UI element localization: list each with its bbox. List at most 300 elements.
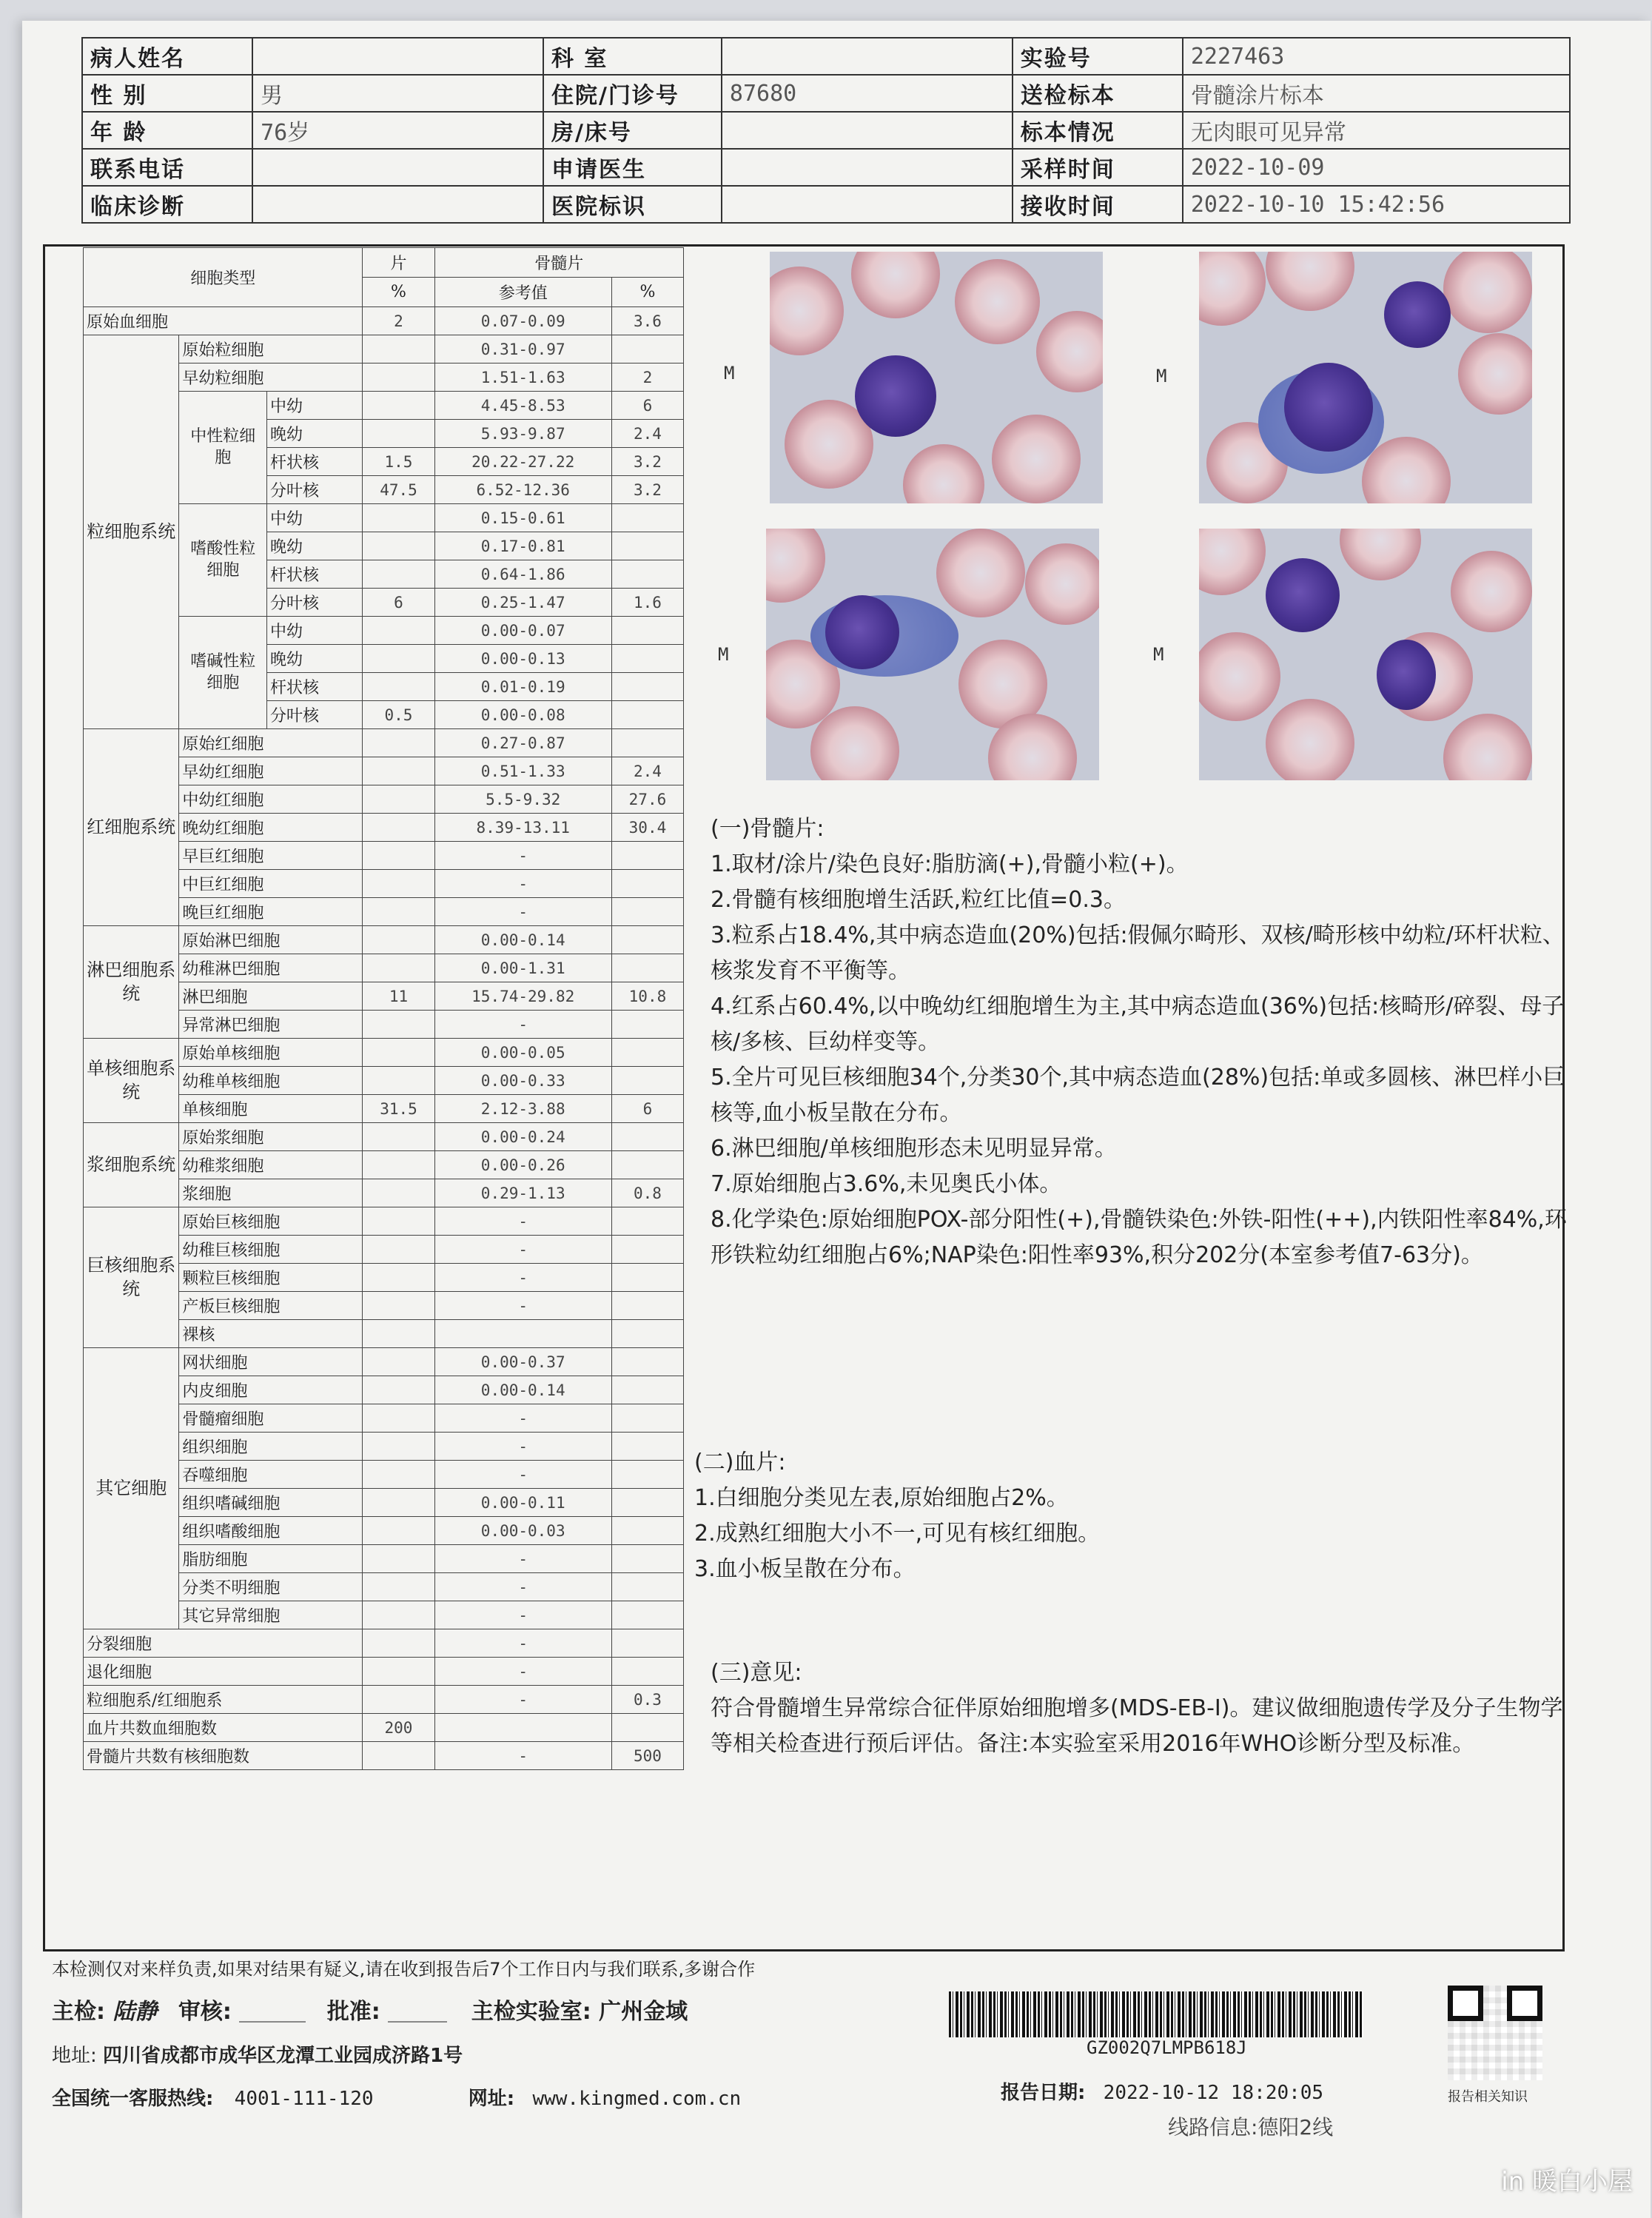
- table-head-type: 细胞类型: [84, 248, 363, 307]
- cell-count-table: [83, 247, 684, 1770]
- cell-marrow-value: [611, 1433, 683, 1461]
- cell-marrow-value: [611, 842, 683, 870]
- cell-type-name: 原始血细胞: [84, 307, 363, 335]
- cell-blood-value: [363, 532, 434, 560]
- cell-group: 淋巴细胞系统: [84, 926, 179, 1039]
- report-date-value: 2022-10-12 18:20:05: [1103, 2082, 1324, 2104]
- cell-marrow-value: [611, 1461, 683, 1489]
- marrow-title: (一)骨髓片:: [711, 816, 825, 842]
- cell-group: 粒细胞系统: [84, 335, 179, 729]
- cell-blood-value: 6: [363, 589, 434, 617]
- cell-subgroup: 嗜酸性粒细胞: [179, 504, 267, 617]
- header-value: 2022-10-10 15:42:56: [1183, 186, 1570, 223]
- cell-ref-value: [434, 1320, 611, 1348]
- cell-type-name: 组织细胞: [179, 1433, 363, 1461]
- cell-marrow-value: [611, 1714, 683, 1742]
- micrograph-2: [1199, 252, 1532, 503]
- cell-marrow-value: 27.6: [611, 785, 683, 814]
- cell-blood-value: [363, 617, 434, 645]
- cell-marrow-value: 6: [611, 392, 683, 420]
- cell-type-name: 中幼: [267, 392, 363, 420]
- qr-code: [1448, 1986, 1542, 2080]
- header-label: 住院/门诊号: [543, 75, 722, 112]
- cell-ref-value: -: [434, 1292, 611, 1320]
- cell-type-name: 晚幼: [267, 420, 363, 448]
- cell-type-name: 淋巴细胞: [179, 982, 363, 1011]
- cell-marrow-value: 0.3: [611, 1686, 683, 1714]
- cell-ref-value: -: [434, 1404, 611, 1433]
- header-row: [82, 186, 1570, 223]
- header-value: 骨髓涂片标本: [1183, 75, 1570, 112]
- cell-ref-value: 5.5-9.32: [434, 785, 611, 814]
- cell-marrow-value: [611, 1067, 683, 1095]
- cell-type-name: 分叶核: [267, 476, 363, 504]
- cell-marrow-value: [611, 1264, 683, 1292]
- header-value: [722, 149, 1013, 186]
- cell-ref-value: 0.00-0.08: [434, 701, 611, 729]
- cell-marrow-value: [611, 926, 683, 954]
- cell-marrow-value: [611, 1207, 683, 1236]
- cell-ref-value: 0.00-0.05: [434, 1039, 611, 1067]
- cell-ref-value: 0.51-1.33: [434, 757, 611, 785]
- cell-ref-value: 0.00-0.07: [434, 617, 611, 645]
- cell-blood-value: [363, 1573, 434, 1601]
- cell-marrow-value: [611, 645, 683, 673]
- micrograph-3: [766, 529, 1099, 780]
- cell-type-name: 网状细胞: [179, 1348, 363, 1376]
- cell-subgroup: 中性粒细胞: [179, 392, 267, 504]
- cell-marrow-value: 500: [611, 1742, 683, 1770]
- qr-caption: 报告相关知识: [1448, 2089, 1528, 2105]
- cell-blood-value: [363, 1404, 434, 1433]
- cell-ref-value: -: [434, 1658, 611, 1686]
- address-label: 地址:: [52, 2045, 97, 2067]
- cell-type-name: 退化细胞: [84, 1658, 363, 1686]
- cell-blood-value: [363, 1658, 434, 1686]
- cell-marrow-value: [611, 1236, 683, 1264]
- cell-ref-value: -: [434, 898, 611, 926]
- disclaimer: 本检测仅对来样负责,如果对结果有疑义,请在收到报告后7个工作日内与我们联系,多谢合作: [52, 1959, 756, 1980]
- blood-findings: [694, 1445, 1553, 1587]
- cell-blood-value: [363, 1545, 434, 1573]
- cell-type-name: 产板巨核细胞: [179, 1292, 363, 1320]
- header-value: 76岁: [252, 112, 543, 149]
- approve-label: 批准:: [326, 1999, 380, 2025]
- cell-blood-value: [363, 1067, 434, 1095]
- header-value: [722, 38, 1013, 75]
- cell-type-name: 杆状核: [267, 560, 363, 589]
- patient-header: [81, 37, 1571, 224]
- cell-marrow-value: [611, 870, 683, 898]
- cell-blood-value: [363, 420, 434, 448]
- header-row: [82, 75, 1570, 112]
- cell-ref-value: -: [434, 870, 611, 898]
- cell-ref-value: -: [434, 842, 611, 870]
- cell-blood-value: [363, 842, 434, 870]
- lab-value: 广州金域: [599, 1999, 688, 2025]
- cell-type-name: 异常淋巴细胞: [179, 1011, 363, 1039]
- cell-marrow-value: 10.8: [611, 982, 683, 1011]
- barcode-text: GZ002Q7LMPB618J: [1087, 2037, 1247, 2058]
- cell-marrow-value: [611, 1039, 683, 1067]
- cell-blood-value: 1.5: [363, 448, 434, 476]
- cell-blood-value: [363, 870, 434, 898]
- header-value: [722, 112, 1013, 149]
- finding-item: 2.骨髓有核细胞增生活跃,粒红比值=0.3。: [711, 887, 1126, 913]
- header-row: [82, 149, 1570, 186]
- cell-ref-value: 0.27-0.87: [434, 729, 611, 757]
- cell-blood-value: [363, 335, 434, 363]
- cell-type-name: 早巨红细胞: [179, 842, 363, 870]
- cell-type-name: 晚幼: [267, 645, 363, 673]
- cell-subgroup: 嗜碱性粒细胞: [179, 617, 267, 729]
- finding-item: 3.血小板呈散在分布。: [694, 1556, 916, 1582]
- table-row: [84, 926, 684, 954]
- cell-group: 巨核细胞系统: [84, 1207, 179, 1348]
- header-label: 房/床号: [543, 112, 722, 149]
- header-label: 医院标识: [543, 186, 722, 223]
- micrograph-4: [1199, 529, 1532, 780]
- cell-marrow-value: [611, 1545, 683, 1573]
- cell-blood-value: [363, 1601, 434, 1629]
- cell-ref-value: 0.00-0.14: [434, 1376, 611, 1404]
- cell-ref-value: 2.12-3.88: [434, 1095, 611, 1123]
- header-label: 实验号: [1013, 38, 1183, 75]
- cell-marrow-value: [611, 335, 683, 363]
- cell-ref-value: 6.52-12.36: [434, 476, 611, 504]
- cell-blood-value: [363, 785, 434, 814]
- cell-blood-value: [363, 1179, 434, 1207]
- cell-ref-value: -: [434, 1207, 611, 1236]
- table-row: [84, 1123, 684, 1151]
- cell-ref-value: -: [434, 1629, 611, 1658]
- review-signature: [239, 2003, 306, 2023]
- report-date-label: 报告日期:: [1001, 2082, 1086, 2104]
- chief-signature: 陆静: [113, 1999, 158, 2025]
- cell-type-name: 原始红细胞: [179, 729, 363, 757]
- cell-ref-value: -: [434, 1686, 611, 1714]
- cell-marrow-value: 2.4: [611, 420, 683, 448]
- cell-type-name: 晚巨红细胞: [179, 898, 363, 926]
- cell-type-name: 原始浆细胞: [179, 1123, 363, 1151]
- cell-marrow-value: [611, 560, 683, 589]
- cell-marrow-value: [611, 954, 683, 982]
- cell-type-name: 血片共数血细胞数: [84, 1714, 363, 1742]
- cell-ref-value: 0.64-1.86: [434, 560, 611, 589]
- cell-marrow-value: 3.6: [611, 307, 683, 335]
- cell-marrow-value: 2.4: [611, 757, 683, 785]
- header-label: 送检标本: [1013, 75, 1183, 112]
- cell-type-name: 骨髓瘤细胞: [179, 1404, 363, 1433]
- cell-blood-value: [363, 392, 434, 420]
- finding-item: 4.红系占60.4%,以中晚幼红细胞增生为主,其中病态造血(36%)包括:核畸形/碎裂、母子核/多核、巨幼样变等。: [711, 994, 1565, 1055]
- cell-blood-value: 47.5: [363, 476, 434, 504]
- table-row: [84, 1207, 684, 1236]
- cell-marrow-value: [611, 1011, 683, 1039]
- cell-type-name: 浆细胞: [179, 1179, 363, 1207]
- hotline-row: [52, 2083, 741, 2111]
- cell-marrow-value: 1.6: [611, 589, 683, 617]
- cell-ref-value: 0.00-0.03: [434, 1517, 611, 1545]
- cell-blood-value: [363, 645, 434, 673]
- cell-type-name: 幼稚浆细胞: [179, 1151, 363, 1179]
- cell-marrow-value: 3.2: [611, 448, 683, 476]
- cell-type-name: 吞噬细胞: [179, 1461, 363, 1489]
- cell-blood-value: [363, 1376, 434, 1404]
- table-row: [84, 1686, 684, 1714]
- cell-blood-value: [363, 560, 434, 589]
- lab-label: 主检实验室:: [471, 1999, 591, 2025]
- cell-ref-value: 0.00-1.31: [434, 954, 611, 982]
- chief-label: 主检:: [52, 1999, 105, 2025]
- table-row: [84, 1348, 684, 1376]
- header-value: [252, 186, 543, 223]
- table-row: [84, 335, 684, 363]
- cell-blood-value: 200: [363, 1714, 434, 1742]
- cell-blood-value: 11: [363, 982, 434, 1011]
- cell-ref-value: 0.00-0.37: [434, 1348, 611, 1376]
- cell-type-name: 内皮细胞: [179, 1376, 363, 1404]
- cell-marrow-value: [611, 1517, 683, 1545]
- approve-signature: [388, 2003, 447, 2023]
- cell-blood-value: [363, 1742, 434, 1770]
- marrow-findings: [711, 811, 1569, 1273]
- cell-type-name: 组织嗜碱细胞: [179, 1489, 363, 1517]
- cell-blood-value: [363, 1039, 434, 1067]
- cell-ref-value: -: [434, 1461, 611, 1489]
- finding-item: 6.淋巴细胞/单核细胞形态未见明显异常。: [711, 1136, 1117, 1162]
- finding-item: 7.原始细胞占3.6%,未见奥氏小体。: [711, 1171, 1062, 1197]
- cell-type-name: 分叶核: [267, 701, 363, 729]
- cell-blood-value: [363, 504, 434, 532]
- cell-ref-value: 0.00-0.26: [434, 1151, 611, 1179]
- cell-ref-value: 0.15-0.61: [434, 504, 611, 532]
- cell-blood-value: 2: [363, 307, 434, 335]
- micrograph-label: M: [1156, 366, 1167, 386]
- cell-ref-value: -: [434, 1545, 611, 1573]
- cell-type-name: 其它异常细胞: [179, 1601, 363, 1629]
- cell-marrow-value: 6: [611, 1095, 683, 1123]
- cell-blood-value: [363, 1123, 434, 1151]
- cell-type-name: 中幼红细胞: [179, 785, 363, 814]
- cell-type-name: 晚幼红细胞: [179, 814, 363, 842]
- cell-marrow-value: [611, 1292, 683, 1320]
- cell-marrow-value: [611, 1123, 683, 1151]
- cell-ref-value: 1.51-1.63: [434, 363, 611, 392]
- address-value: 四川省成都市成华区龙潭工业园成济路1号: [103, 2045, 463, 2067]
- cell-group: 浆细胞系统: [84, 1123, 179, 1207]
- header-label: 标本情况: [1013, 112, 1183, 149]
- cell-ref-value: -: [434, 1601, 611, 1629]
- cell-blood-value: [363, 1517, 434, 1545]
- signatures-row: [52, 1993, 688, 2026]
- finding-item: 5.全片可见巨核细胞34个,分类30个,其中病态造血(28%)包括:单或多圆核、淋巴样小巨核等,血小板呈散在分布。: [711, 1065, 1565, 1126]
- table-head-blood: 片: [363, 248, 434, 278]
- cell-type-name: 杆状核: [267, 448, 363, 476]
- hotline-label: 全国统一客服热线:: [52, 2088, 214, 2110]
- cell-type-name: 幼稚单核细胞: [179, 1067, 363, 1095]
- cell-blood-value: [363, 1011, 434, 1039]
- cell-marrow-value: [611, 1151, 683, 1179]
- header-value: 87680: [722, 75, 1013, 112]
- cell-blood-value: [363, 1264, 434, 1292]
- cell-blood-value: [363, 1236, 434, 1264]
- cell-ref-value: 5.93-9.87: [434, 420, 611, 448]
- cell-type-name: 中巨红细胞: [179, 870, 363, 898]
- cell-type-name: 中幼: [267, 504, 363, 532]
- finding-item: 1.白细胞分类见左表,原始细胞占2%。: [694, 1485, 1069, 1511]
- cell-ref-value: 8.39-13.11: [434, 814, 611, 842]
- cell-blood-value: [363, 814, 434, 842]
- cell-ref-value: 0.17-0.81: [434, 532, 611, 560]
- cell-blood-value: [363, 1461, 434, 1489]
- route-info: 线路信息:德阳2线: [1168, 2115, 1334, 2140]
- cell-ref-value: 0.00-0.14: [434, 926, 611, 954]
- cell-marrow-value: 30.4: [611, 814, 683, 842]
- cell-blood-value: [363, 363, 434, 392]
- cell-marrow-value: [611, 617, 683, 645]
- finding-item: 2.成熟红细胞大小不一,可见有核红细胞。: [694, 1521, 1101, 1547]
- cell-ref-value: -: [434, 1742, 611, 1770]
- cell-ref-value: 0.00-0.24: [434, 1123, 611, 1151]
- cell-type-name: 原始淋巴细胞: [179, 926, 363, 954]
- header-value: 无肉眼可见异常: [1183, 112, 1570, 149]
- header-label: 病人姓名: [82, 38, 252, 75]
- cell-marrow-value: [611, 1320, 683, 1348]
- cell-ref-value: -: [434, 1264, 611, 1292]
- cell-ref-value: 0.00-0.13: [434, 645, 611, 673]
- table-row: [84, 1039, 684, 1067]
- cell-type-name: 早幼粒细胞: [179, 363, 363, 392]
- table-row: [84, 307, 684, 335]
- cell-marrow-value: [611, 898, 683, 926]
- cell-ref-value: 0.25-1.47: [434, 589, 611, 617]
- cell-type-name: 分类不明细胞: [179, 1573, 363, 1601]
- cell-marrow-value: [611, 1376, 683, 1404]
- cell-marrow-value: [611, 729, 683, 757]
- cell-blood-value: [363, 1489, 434, 1517]
- cell-ref-value: -: [434, 1011, 611, 1039]
- cell-blood-value: [363, 1292, 434, 1320]
- header-row: [82, 38, 1570, 75]
- cell-group: 其它细胞: [84, 1348, 179, 1629]
- table-row: [84, 1658, 684, 1686]
- cell-type-name: 裸核: [179, 1320, 363, 1348]
- cell-marrow-value: [611, 1629, 683, 1658]
- finding-item: 8.化学染色:原始细胞POX-部分阳性(+),骨髓铁染色:外铁-阳性(++),内铁阳性率84%,环形铁粒幼红细胞占6%;NAP染色:阳性率93%,积分202分(本室参考值7-63分)。: [711, 1207, 1567, 1268]
- cell-ref-value: 0.00-0.33: [434, 1067, 611, 1095]
- table-head-pct: %: [363, 278, 434, 307]
- cell-ref-value: -: [434, 1433, 611, 1461]
- cell-blood-value: 31.5: [363, 1095, 434, 1123]
- header-label: 临床诊断: [82, 186, 252, 223]
- cell-ref-value: 0.31-0.97: [434, 335, 611, 363]
- cell-blood-value: 0.5: [363, 701, 434, 729]
- header-label: 科 室: [543, 38, 722, 75]
- cell-type-name: 组织嗜酸细胞: [179, 1517, 363, 1545]
- header-value: 2227463: [1183, 38, 1570, 75]
- cell-ref-value: -: [434, 1236, 611, 1264]
- cell-blood-value: [363, 1320, 434, 1348]
- cell-blood-value: [363, 1151, 434, 1179]
- header-label: 接收时间: [1013, 186, 1183, 223]
- cell-type-name: 单核细胞: [179, 1095, 363, 1123]
- cell-blood-value: [363, 898, 434, 926]
- report-barcode: [949, 1991, 1363, 2037]
- hotline-value: 4001-111-120: [234, 2088, 374, 2110]
- cell-type-name: 幼稚巨核细胞: [179, 1236, 363, 1264]
- cell-ref-value: [434, 1714, 611, 1742]
- opinion-text: 符合骨髓增生异常综合征伴原始细胞增多(MDS-EB-Ⅰ)。建议做细胞遗传学及分子生物学等相关检查进行预后评估。备注:本实验室采用2016年WHO诊断分型及标准。: [711, 1695, 1563, 1757]
- watermark: in 暖白小屋: [1501, 2167, 1633, 2197]
- table-row: [84, 1742, 684, 1770]
- cell-type-name: 中幼: [267, 617, 363, 645]
- header-row: [82, 112, 1570, 149]
- cell-blood-value: [363, 1629, 434, 1658]
- cell-blood-value: [363, 926, 434, 954]
- table-row: [84, 1714, 684, 1742]
- cell-group: 单核细胞系统: [84, 1039, 179, 1123]
- table-row: [84, 1629, 684, 1658]
- cell-marrow-value: [611, 1489, 683, 1517]
- cell-group: 红细胞系统: [84, 729, 179, 926]
- cell-marrow-value: [611, 701, 683, 729]
- cell-marrow-value: [611, 1348, 683, 1376]
- table-head-pct: %: [611, 278, 683, 307]
- micrograph-1: [770, 252, 1103, 503]
- cell-blood-value: [363, 1348, 434, 1376]
- opinion-title: (三)意见:: [711, 1660, 802, 1686]
- cell-marrow-value: [611, 1658, 683, 1686]
- cell-type-name: 骨髓片共数有核细胞数: [84, 1742, 363, 1770]
- cell-ref-value: 4.45-8.53: [434, 392, 611, 420]
- micrograph-label: M: [1153, 644, 1164, 665]
- cell-marrow-value: 2: [611, 363, 683, 392]
- cell-ref-value: 0.29-1.13: [434, 1179, 611, 1207]
- cell-type-name: 幼稚淋巴细胞: [179, 954, 363, 982]
- header-value: 2022-10-09: [1183, 149, 1570, 186]
- cell-type-name: 早幼红细胞: [179, 757, 363, 785]
- cell-blood-value: [363, 757, 434, 785]
- header-value: [722, 186, 1013, 223]
- cell-marrow-value: [611, 1404, 683, 1433]
- header-label: 申请医生: [543, 149, 722, 186]
- web-label: 网址:: [468, 2088, 515, 2110]
- cell-ref-value: 0.00-0.11: [434, 1489, 611, 1517]
- cell-type-name: 原始巨核细胞: [179, 1207, 363, 1236]
- header-label: 联系电话: [82, 149, 252, 186]
- cell-blood-value: [363, 673, 434, 701]
- cell-blood-value: [363, 729, 434, 757]
- cell-blood-value: [363, 954, 434, 982]
- cell-type-name: 分裂细胞: [84, 1629, 363, 1658]
- opinion-section: [711, 1655, 1569, 1762]
- cell-type-name: 颗粒巨核细胞: [179, 1264, 363, 1292]
- cell-blood-value: [363, 1207, 434, 1236]
- table-row: [84, 729, 684, 757]
- header-label: 年 龄: [82, 112, 252, 149]
- cell-marrow-value: [611, 1573, 683, 1601]
- header-value: [252, 149, 543, 186]
- cell-blood-value: [363, 1686, 434, 1714]
- cell-ref-value: 15.74-29.82: [434, 982, 611, 1011]
- address-row: [52, 2040, 463, 2068]
- cell-marrow-value: [611, 673, 683, 701]
- blood-title: (二)血片:: [694, 1450, 786, 1475]
- header-label: 性 别: [82, 75, 252, 112]
- cell-blood-value: [363, 1433, 434, 1461]
- cell-ref-value: 20.22-27.22: [434, 448, 611, 476]
